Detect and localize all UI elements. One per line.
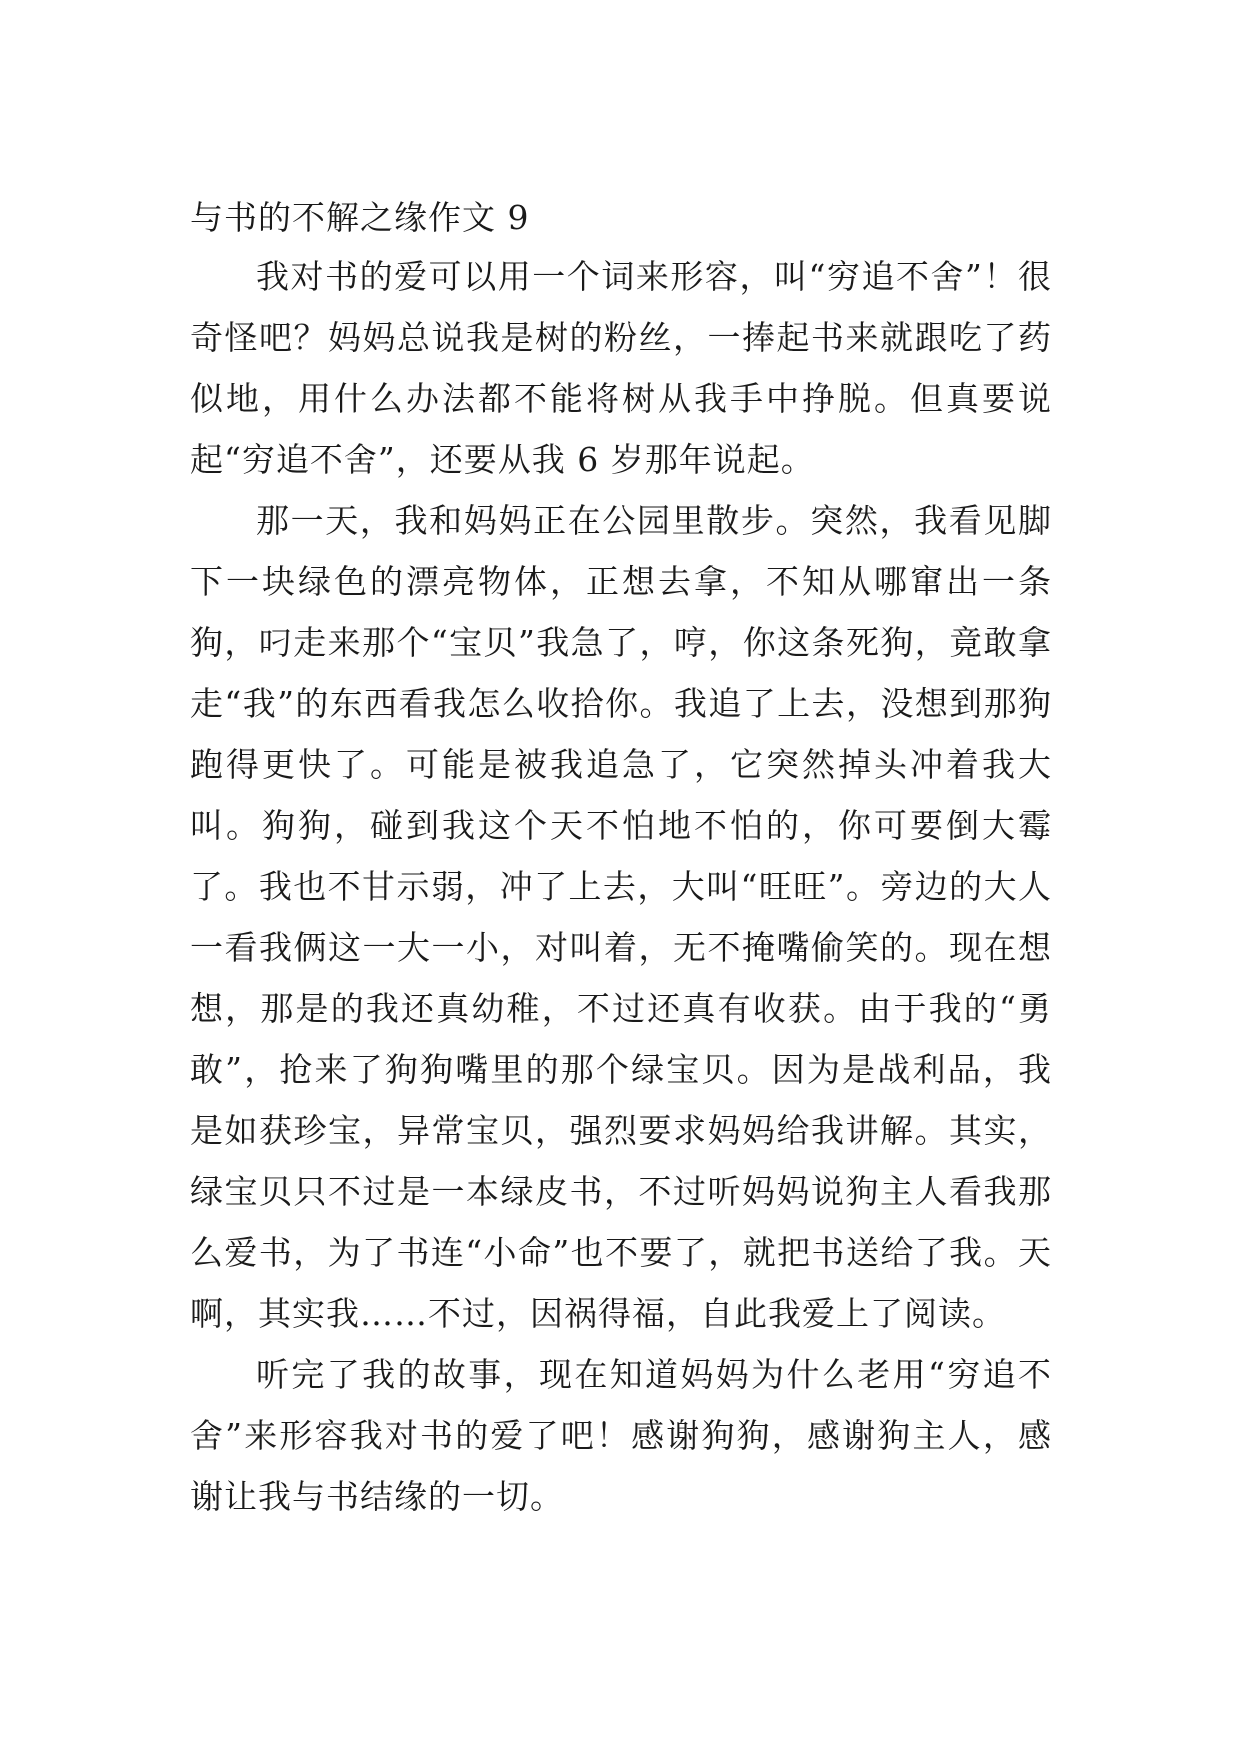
- document-body: [190, 190, 1052, 1527]
- paragraph-3: 听完了我的故事，现在知道妈妈为什么老用“穷追不舍”来形容我对书的爱了吧！感谢狗狗，感谢狗主人，感谢让我与书结缘的一切。: [190, 1355, 1052, 1516]
- paragraph-2: 那一天，我和妈妈正在公园里散步。突然，我看见脚下一块绿色的漂亮物体，正想去拿，不知从哪窜出一条狗，叼走来那个“宝贝”我急了，哼，你这条死狗，竟敢拿走“我”的东西看我怎么收拾你。我追了上去，没想到那狗跑得更快了。可能是被我追急了，它突然掉头冲着我大叫。狗狗，碰到我这个天不怕地不怕的，你可要倒大霉了。我也不甘示弱，冲了上去，大叫“旺旺”。旁边的大人一看我俩这一大一小，对叫着，无不掩嘴偷笑的。现在想想，那是的我还真幼稚，不过还真有收获。由于我的“勇敢”，抢来了狗狗嘴里的那个绿宝贝。因为是战利品，我是如获珍宝，异常宝贝，强烈要求妈妈给我讲解。其实，绿宝贝只不过是一本绿皮书，不过听妈妈说狗主人看我那么爱书，为了书连“小命”也不要了，就把书送给了我。天啊，其实我……不过，因祸得福，自此我爱上了阅读。: [190, 501, 1052, 1333]
- paragraph-1: 我对书的爱可以用一个词来形容，叫“穷追不舍”！很奇怪吧？妈妈总说我是树的粉丝，一捧起书来就跟吃了药似地，用什么办法都不能将树从我手中挣脱。但真要说起“穷追不舍”，还要从我 6 岁那年说起。: [190, 257, 1052, 479]
- document-title: 与书的不解之缘作文 9: [190, 198, 530, 237]
